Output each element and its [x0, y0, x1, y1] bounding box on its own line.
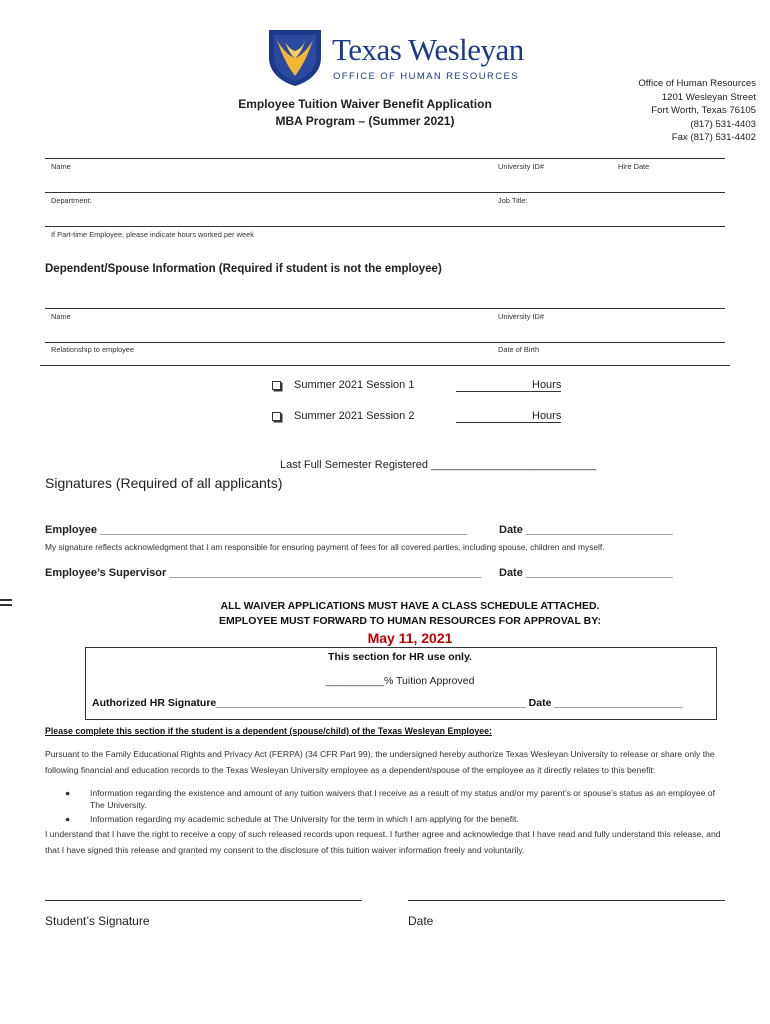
- session-1-hours-label: Hours: [532, 379, 562, 391]
- deadline-date: May 11, 2021: [367, 630, 453, 646]
- checkbox-icon[interactable]: [272, 412, 281, 421]
- department-field-line[interactable]: [45, 192, 725, 193]
- hire-date-label: Hire Date: [618, 162, 650, 171]
- session-2-hours[interactable]: [456, 410, 561, 423]
- job-title-label: Job Title:: [498, 196, 528, 205]
- bullet-icon: ●: [65, 814, 71, 824]
- session-1-hours[interactable]: [456, 379, 561, 392]
- form-title: [200, 96, 530, 130]
- hours-field-line[interactable]: [45, 226, 725, 227]
- form-title-line-2: MBA Program – (Summer 2021): [275, 114, 455, 128]
- logo-subtitle: OFFICE OF HUMAN RESOURCES: [333, 71, 519, 82]
- office-line: Fax (817) 531-4402: [671, 132, 756, 144]
- name-label: Name: [51, 162, 71, 171]
- signatures-heading: Signatures (Required of all applicants): [45, 475, 283, 491]
- list-item: [65, 813, 725, 825]
- office-address: [638, 77, 756, 145]
- office-line: 1201 Wesleyan Street: [661, 91, 756, 103]
- session-2-label: Summer 2021 Session 2: [294, 410, 415, 422]
- relationship-line[interactable]: [45, 342, 725, 343]
- release-heading: Please complete this section if the student is a dependent (spouse/child) of the Texas Wesleyan Employee:: [45, 726, 492, 736]
- dependent-name-label: Name: [51, 312, 71, 321]
- student-signature-line[interactable]: [45, 900, 362, 901]
- release-paragraph-1: Pursuant to the Family Educational Rights and Privacy Act (FERPA) (34 CFR Part 99), the undersigned hereby authorize Texas Wesleyan University to release or share only the following financial and education records to the Texas Wesleyan University employee as a dependent/spouse of the employee as it directly relates to this benefit:: [45, 749, 715, 775]
- department-label: Department:: [51, 196, 92, 205]
- employee-signature-field[interactable]: Employee ____________________________________________________________: [45, 524, 468, 536]
- session-1-hours-blank[interactable]: [456, 379, 532, 392]
- office-line: (817) 531-4403: [690, 118, 756, 130]
- employee-date-field[interactable]: Date ________________________: [499, 524, 673, 536]
- edge-mark: [0, 604, 12, 606]
- session-2-hours-blank[interactable]: [456, 410, 532, 423]
- hr-section-title: This section for HR use only.: [328, 651, 472, 663]
- student-date-label: Date: [408, 914, 434, 928]
- bullet-text: Information regarding the existence and amount of any tuition waivers that I receive as a result of my status and/or my parent’s or spouse’s status as an employee of The University.: [90, 788, 715, 810]
- hr-signature-field[interactable]: Authorized HR Signature_____________________________________________________ Date ______________________: [92, 697, 683, 709]
- edge-mark: [0, 599, 12, 601]
- bullet-icon: ●: [65, 788, 71, 798]
- student-date-line[interactable]: [408, 900, 725, 901]
- student-signature-label: Student’s Signature: [45, 914, 150, 928]
- shield-logo-icon: [265, 28, 325, 88]
- date-of-birth-label: Date of Birth: [498, 345, 540, 354]
- supervisor-signature-field[interactable]: Employee’s Supervisor ___________________________________________________: [45, 567, 482, 579]
- release-paragraph-2: I understand that I have the right to receive a copy of such released records upon request. I further agree and acknowledge that I have read and fully understand this release, and that I have signed this release and granted my consent to the disclosure of this tuition waiver information freely and voluntarily.: [45, 829, 721, 855]
- warning-line-2: EMPLOYEE MUST FORWARD TO HUMAN RESOURCES FOR APPROVAL BY:: [219, 615, 601, 627]
- name-field-line[interactable]: [45, 158, 725, 159]
- acknowledgment-note: My signature reflects acknowledgment that I am responsible for ensuring payment of fees for all covered parties, including spouse, children and myself.: [45, 542, 605, 552]
- relationship-label: Relationship to employee: [51, 345, 134, 354]
- form-title-line-1: Employee Tuition Waiver Benefit Application: [238, 97, 492, 111]
- session-1-label: Summer 2021 Session 1: [294, 379, 415, 391]
- office-line: Office of Human Resources: [638, 78, 756, 89]
- dependent-name-line[interactable]: [45, 308, 725, 309]
- university-id-label: University ID#: [498, 162, 544, 171]
- list-item: [65, 787, 725, 811]
- checkbox-icon[interactable]: [272, 381, 281, 390]
- supervisor-date-field[interactable]: Date ________________________: [499, 567, 673, 579]
- last-semester-field[interactable]: Last Full Semester Registered ___________________________: [280, 459, 597, 471]
- tuition-approved-field[interactable]: __________% Tuition Approved: [325, 675, 475, 687]
- logo-title: Texas Wesleyan: [332, 32, 524, 67]
- office-line: Fort Worth, Texas 76105: [651, 105, 756, 117]
- warning-line-1: ALL WAIVER APPLICATIONS MUST HAVE A CLASS SCHEDULE ATTACHED.: [220, 600, 600, 612]
- release-bullet-list: [65, 787, 725, 827]
- session-2-hours-label: Hours: [532, 410, 562, 422]
- dependent-university-id-label: University ID#: [498, 312, 544, 321]
- hours-note-label: If Part-time Employee, please indicate hours worked per week: [51, 230, 254, 239]
- bullet-text: Information regarding my academic schedule at The University for the term in which I am applying for the benefit.: [90, 814, 519, 824]
- dependent-heading: Dependent/Spouse Information (Required if student is not the employee): [45, 263, 442, 275]
- section-divider: [40, 365, 730, 366]
